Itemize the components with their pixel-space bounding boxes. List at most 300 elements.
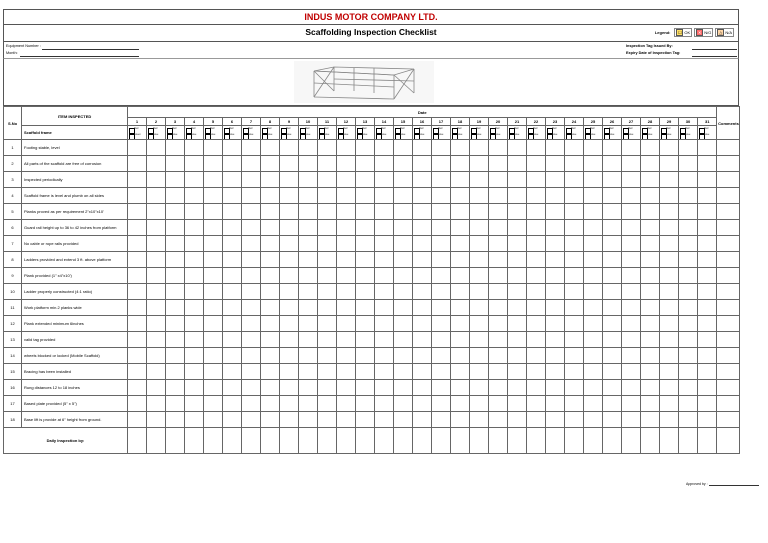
day-cell[interactable] (147, 380, 166, 396)
day-cell[interactable] (375, 332, 394, 348)
comments-cell[interactable] (717, 300, 740, 316)
day-cell[interactable] (527, 348, 546, 364)
day-cell[interactable] (413, 364, 432, 380)
day-cell[interactable] (489, 156, 508, 172)
day-cell[interactable] (166, 364, 185, 380)
day-cell[interactable] (565, 364, 584, 380)
day-cell[interactable] (622, 204, 641, 220)
day-cell[interactable] (584, 236, 603, 252)
day-cell[interactable] (413, 204, 432, 220)
comments-cell[interactable] (717, 172, 740, 188)
day-cell[interactable] (413, 156, 432, 172)
day-cell[interactable] (413, 284, 432, 300)
day-cell[interactable] (489, 140, 508, 156)
day-cell[interactable] (432, 188, 451, 204)
day-cell[interactable] (185, 156, 204, 172)
day-cell[interactable] (280, 204, 299, 220)
day-cell[interactable] (185, 220, 204, 236)
day-cell[interactable] (299, 220, 318, 236)
day-cell[interactable] (375, 284, 394, 300)
day-cell[interactable] (185, 204, 204, 220)
day-cell[interactable] (451, 236, 470, 252)
tag-expiry-field[interactable] (692, 56, 737, 57)
day-cell[interactable] (546, 268, 565, 284)
day-cell[interactable] (470, 188, 489, 204)
day-cell[interactable] (603, 220, 622, 236)
day-cell[interactable] (546, 204, 565, 220)
day-cell[interactable] (280, 300, 299, 316)
day-cell[interactable] (622, 252, 641, 268)
day-cell[interactable] (565, 252, 584, 268)
day-cell[interactable] (128, 236, 147, 252)
day-cell[interactable] (413, 300, 432, 316)
day-cell[interactable] (166, 332, 185, 348)
day-cell[interactable] (470, 220, 489, 236)
daily-inspector-cell[interactable] (546, 428, 565, 454)
day-cell[interactable] (584, 364, 603, 380)
day-cell[interactable] (508, 156, 527, 172)
daily-inspector-cell[interactable] (565, 428, 584, 454)
day-cell[interactable] (280, 284, 299, 300)
day-cell[interactable] (204, 412, 223, 428)
day-cell[interactable] (223, 268, 242, 284)
day-cell[interactable] (565, 300, 584, 316)
day-cell[interactable] (546, 188, 565, 204)
day-cell[interactable] (470, 332, 489, 348)
day-cell[interactable] (413, 332, 432, 348)
day-cell[interactable] (147, 268, 166, 284)
day-cell[interactable] (565, 396, 584, 412)
day-cell[interactable] (128, 332, 147, 348)
day-cell[interactable] (641, 380, 660, 396)
day-cell[interactable] (660, 332, 679, 348)
day-cell[interactable] (698, 156, 717, 172)
day-cell[interactable] (394, 284, 413, 300)
day-cell[interactable] (508, 268, 527, 284)
day-cell[interactable] (451, 284, 470, 300)
day-cell[interactable] (280, 412, 299, 428)
day-cell[interactable] (489, 252, 508, 268)
day-cell[interactable] (603, 316, 622, 332)
day-cell[interactable] (318, 268, 337, 284)
day-cell[interactable] (337, 156, 356, 172)
comments-cell[interactable] (717, 268, 740, 284)
day-cell[interactable] (185, 252, 204, 268)
daily-inspector-cell[interactable] (242, 428, 261, 454)
day-cell[interactable] (470, 316, 489, 332)
day-cell[interactable] (147, 284, 166, 300)
day-cell[interactable] (147, 156, 166, 172)
day-cell[interactable] (470, 268, 489, 284)
day-cell[interactable] (166, 284, 185, 300)
day-cell[interactable] (603, 236, 622, 252)
day-cell[interactable] (413, 140, 432, 156)
day-cell[interactable] (527, 172, 546, 188)
day-cell[interactable] (546, 236, 565, 252)
day-cell[interactable] (584, 284, 603, 300)
day-cell[interactable] (641, 316, 660, 332)
day-cell[interactable] (565, 380, 584, 396)
day-cell[interactable] (166, 348, 185, 364)
day-cell[interactable] (546, 380, 565, 396)
day-cell[interactable] (394, 332, 413, 348)
day-cell[interactable] (413, 396, 432, 412)
daily-inspector-cell[interactable] (641, 428, 660, 454)
day-cell[interactable] (242, 188, 261, 204)
day-cell[interactable] (223, 364, 242, 380)
day-cell[interactable] (394, 396, 413, 412)
day-cell[interactable] (413, 188, 432, 204)
day-cell[interactable] (261, 300, 280, 316)
day-cell[interactable] (337, 348, 356, 364)
day-cell[interactable] (223, 396, 242, 412)
day-cell[interactable] (337, 204, 356, 220)
daily-inspector-cell[interactable] (603, 428, 622, 454)
day-cell[interactable] (147, 316, 166, 332)
day-cell[interactable] (698, 284, 717, 300)
day-cell[interactable] (375, 188, 394, 204)
day-cell[interactable] (622, 300, 641, 316)
day-cell[interactable] (261, 316, 280, 332)
day-cell[interactable] (679, 188, 698, 204)
day-cell[interactable] (622, 364, 641, 380)
day-cell[interactable] (603, 300, 622, 316)
day-cell[interactable] (679, 332, 698, 348)
day-cell[interactable] (679, 172, 698, 188)
day-cell[interactable] (185, 300, 204, 316)
day-cell[interactable] (527, 364, 546, 380)
day-cell[interactable] (223, 300, 242, 316)
day-cell[interactable] (603, 140, 622, 156)
day-cell[interactable] (299, 348, 318, 364)
day-cell[interactable] (698, 316, 717, 332)
day-cell[interactable] (603, 268, 622, 284)
day-cell[interactable] (242, 140, 261, 156)
day-cell[interactable] (565, 140, 584, 156)
day-cell[interactable] (584, 268, 603, 284)
day-cell[interactable] (242, 300, 261, 316)
day-cell[interactable] (565, 348, 584, 364)
day-cell[interactable] (679, 300, 698, 316)
day-cell[interactable] (527, 220, 546, 236)
day-cell[interactable] (318, 332, 337, 348)
day-cell[interactable] (527, 284, 546, 300)
day-cell[interactable] (508, 140, 527, 156)
day-cell[interactable] (242, 412, 261, 428)
day-cell[interactable] (641, 140, 660, 156)
day-cell[interactable] (413, 380, 432, 396)
day-cell[interactable] (660, 316, 679, 332)
day-cell[interactable] (299, 156, 318, 172)
day-cell[interactable] (641, 252, 660, 268)
day-cell[interactable] (641, 332, 660, 348)
day-cell[interactable] (318, 188, 337, 204)
day-cell[interactable] (679, 284, 698, 300)
daily-inspector-cell[interactable] (451, 428, 470, 454)
day-cell[interactable] (356, 188, 375, 204)
day-cell[interactable] (413, 268, 432, 284)
day-cell[interactable] (622, 236, 641, 252)
day-cell[interactable] (413, 412, 432, 428)
daily-inspector-cell[interactable] (470, 428, 489, 454)
day-cell[interactable] (337, 316, 356, 332)
day-cell[interactable] (527, 300, 546, 316)
day-cell[interactable] (413, 252, 432, 268)
daily-inspector-cell[interactable] (128, 428, 147, 454)
daily-inspector-cell[interactable] (584, 428, 603, 454)
day-cell[interactable] (698, 140, 717, 156)
day-cell[interactable] (166, 140, 185, 156)
day-cell[interactable] (565, 316, 584, 332)
day-cell[interactable] (584, 380, 603, 396)
day-cell[interactable] (622, 348, 641, 364)
day-cell[interactable] (356, 300, 375, 316)
daily-inspector-cell[interactable] (508, 428, 527, 454)
day-cell[interactable] (261, 332, 280, 348)
day-cell[interactable] (261, 140, 280, 156)
day-cell[interactable] (451, 140, 470, 156)
day-cell[interactable] (660, 220, 679, 236)
day-cell[interactable] (356, 412, 375, 428)
day-cell[interactable] (546, 364, 565, 380)
day-cell[interactable] (318, 284, 337, 300)
day-cell[interactable] (204, 380, 223, 396)
day-cell[interactable] (603, 332, 622, 348)
day-cell[interactable] (622, 316, 641, 332)
day-cell[interactable] (223, 204, 242, 220)
day-cell[interactable] (166, 412, 185, 428)
day-cell[interactable] (432, 332, 451, 348)
day-cell[interactable] (622, 188, 641, 204)
day-cell[interactable] (451, 412, 470, 428)
daily-inspector-cell[interactable] (660, 428, 679, 454)
day-cell[interactable] (185, 332, 204, 348)
day-cell[interactable] (584, 252, 603, 268)
day-cell[interactable] (166, 236, 185, 252)
day-cell[interactable] (261, 220, 280, 236)
day-cell[interactable] (147, 140, 166, 156)
day-cell[interactable] (166, 396, 185, 412)
day-cell[interactable] (394, 380, 413, 396)
day-cell[interactable] (204, 172, 223, 188)
day-cell[interactable] (603, 348, 622, 364)
day-cell[interactable] (147, 172, 166, 188)
day-cell[interactable] (166, 188, 185, 204)
daily-inspector-cell[interactable] (698, 428, 717, 454)
day-cell[interactable] (432, 316, 451, 332)
day-cell[interactable] (698, 348, 717, 364)
day-cell[interactable] (394, 268, 413, 284)
day-cell[interactable] (337, 284, 356, 300)
day-cell[interactable] (432, 380, 451, 396)
day-cell[interactable] (318, 236, 337, 252)
day-cell[interactable] (337, 172, 356, 188)
day-cell[interactable] (185, 236, 204, 252)
day-cell[interactable] (432, 268, 451, 284)
day-cell[interactable] (356, 348, 375, 364)
day-cell[interactable] (698, 396, 717, 412)
day-cell[interactable] (280, 252, 299, 268)
day-cell[interactable] (508, 188, 527, 204)
day-cell[interactable] (337, 188, 356, 204)
day-cell[interactable] (261, 172, 280, 188)
day-cell[interactable] (527, 332, 546, 348)
day-cell[interactable] (261, 284, 280, 300)
day-cell[interactable] (242, 364, 261, 380)
day-cell[interactable] (128, 300, 147, 316)
daily-inspector-cell[interactable] (432, 428, 451, 454)
day-cell[interactable] (508, 236, 527, 252)
day-cell[interactable] (128, 188, 147, 204)
day-cell[interactable] (166, 300, 185, 316)
day-cell[interactable] (356, 236, 375, 252)
day-cell[interactable] (375, 348, 394, 364)
day-cell[interactable] (128, 380, 147, 396)
day-cell[interactable] (375, 204, 394, 220)
day-cell[interactable] (261, 204, 280, 220)
day-cell[interactable] (337, 300, 356, 316)
day-cell[interactable] (546, 412, 565, 428)
day-cell[interactable] (375, 268, 394, 284)
day-cell[interactable] (489, 188, 508, 204)
day-cell[interactable] (584, 332, 603, 348)
day-cell[interactable] (356, 284, 375, 300)
day-cell[interactable] (394, 188, 413, 204)
day-cell[interactable] (261, 188, 280, 204)
day-cell[interactable] (204, 332, 223, 348)
day-cell[interactable] (679, 412, 698, 428)
day-cell[interactable] (622, 140, 641, 156)
day-cell[interactable] (660, 300, 679, 316)
day-cell[interactable] (641, 268, 660, 284)
day-cell[interactable] (147, 220, 166, 236)
day-cell[interactable] (451, 252, 470, 268)
day-cell[interactable] (527, 252, 546, 268)
day-cell[interactable] (508, 252, 527, 268)
day-cell[interactable] (622, 396, 641, 412)
day-cell[interactable] (603, 364, 622, 380)
day-cell[interactable] (394, 140, 413, 156)
day-cell[interactable] (698, 204, 717, 220)
day-cell[interactable] (432, 396, 451, 412)
day-cell[interactable] (204, 268, 223, 284)
day-cell[interactable] (337, 332, 356, 348)
day-cell[interactable] (584, 412, 603, 428)
day-cell[interactable] (356, 316, 375, 332)
tag-issued-by-field[interactable] (692, 49, 737, 50)
day-cell[interactable] (527, 268, 546, 284)
day-cell[interactable] (394, 364, 413, 380)
day-cell[interactable] (356, 268, 375, 284)
day-cell[interactable] (261, 252, 280, 268)
day-cell[interactable] (413, 172, 432, 188)
daily-inspector-cell[interactable] (413, 428, 432, 454)
day-cell[interactable] (565, 284, 584, 300)
day-cell[interactable] (242, 380, 261, 396)
day-cell[interactable] (470, 140, 489, 156)
day-cell[interactable] (318, 316, 337, 332)
day-cell[interactable] (432, 204, 451, 220)
day-cell[interactable] (546, 396, 565, 412)
day-cell[interactable] (432, 140, 451, 156)
day-cell[interactable] (242, 316, 261, 332)
day-cell[interactable] (242, 396, 261, 412)
day-cell[interactable] (603, 204, 622, 220)
day-cell[interactable] (546, 172, 565, 188)
day-cell[interactable] (584, 172, 603, 188)
day-cell[interactable] (204, 348, 223, 364)
day-cell[interactable] (128, 284, 147, 300)
day-cell[interactable] (185, 140, 204, 156)
day-cell[interactable] (489, 236, 508, 252)
day-cell[interactable] (337, 220, 356, 236)
day-cell[interactable] (546, 156, 565, 172)
day-cell[interactable] (432, 412, 451, 428)
day-cell[interactable] (356, 172, 375, 188)
day-cell[interactable] (280, 364, 299, 380)
day-cell[interactable] (299, 332, 318, 348)
day-cell[interactable] (204, 236, 223, 252)
daily-inspector-cell[interactable] (318, 428, 337, 454)
comments-cell[interactable] (717, 380, 740, 396)
day-cell[interactable] (356, 380, 375, 396)
day-cell[interactable] (565, 156, 584, 172)
day-cell[interactable] (698, 188, 717, 204)
day-cell[interactable] (698, 332, 717, 348)
day-cell[interactable] (147, 332, 166, 348)
day-cell[interactable] (470, 348, 489, 364)
day-cell[interactable] (546, 300, 565, 316)
day-cell[interactable] (185, 412, 204, 428)
day-cell[interactable] (527, 156, 546, 172)
daily-inspector-cell[interactable] (337, 428, 356, 454)
day-cell[interactable] (508, 396, 527, 412)
day-cell[interactable] (603, 284, 622, 300)
day-cell[interactable] (299, 300, 318, 316)
day-cell[interactable] (318, 396, 337, 412)
day-cell[interactable] (337, 396, 356, 412)
day-cell[interactable] (337, 412, 356, 428)
day-cell[interactable] (489, 380, 508, 396)
day-cell[interactable] (318, 300, 337, 316)
comments-cell[interactable] (717, 412, 740, 428)
day-cell[interactable] (280, 396, 299, 412)
day-cell[interactable] (698, 268, 717, 284)
day-cell[interactable] (318, 348, 337, 364)
day-cell[interactable] (128, 156, 147, 172)
day-cell[interactable] (204, 252, 223, 268)
comments-cell[interactable] (717, 140, 740, 156)
day-cell[interactable] (470, 204, 489, 220)
day-cell[interactable] (603, 412, 622, 428)
day-cell[interactable] (489, 364, 508, 380)
daily-inspector-cell[interactable] (375, 428, 394, 454)
comments-cell[interactable] (717, 364, 740, 380)
day-cell[interactable] (413, 316, 432, 332)
day-cell[interactable] (603, 380, 622, 396)
day-cell[interactable] (660, 396, 679, 412)
day-cell[interactable] (223, 316, 242, 332)
day-cell[interactable] (185, 188, 204, 204)
day-cell[interactable] (242, 284, 261, 300)
day-cell[interactable] (546, 140, 565, 156)
day-cell[interactable] (223, 236, 242, 252)
day-cell[interactable] (565, 236, 584, 252)
day-cell[interactable] (280, 348, 299, 364)
day-cell[interactable] (261, 380, 280, 396)
day-cell[interactable] (204, 204, 223, 220)
day-cell[interactable] (489, 204, 508, 220)
